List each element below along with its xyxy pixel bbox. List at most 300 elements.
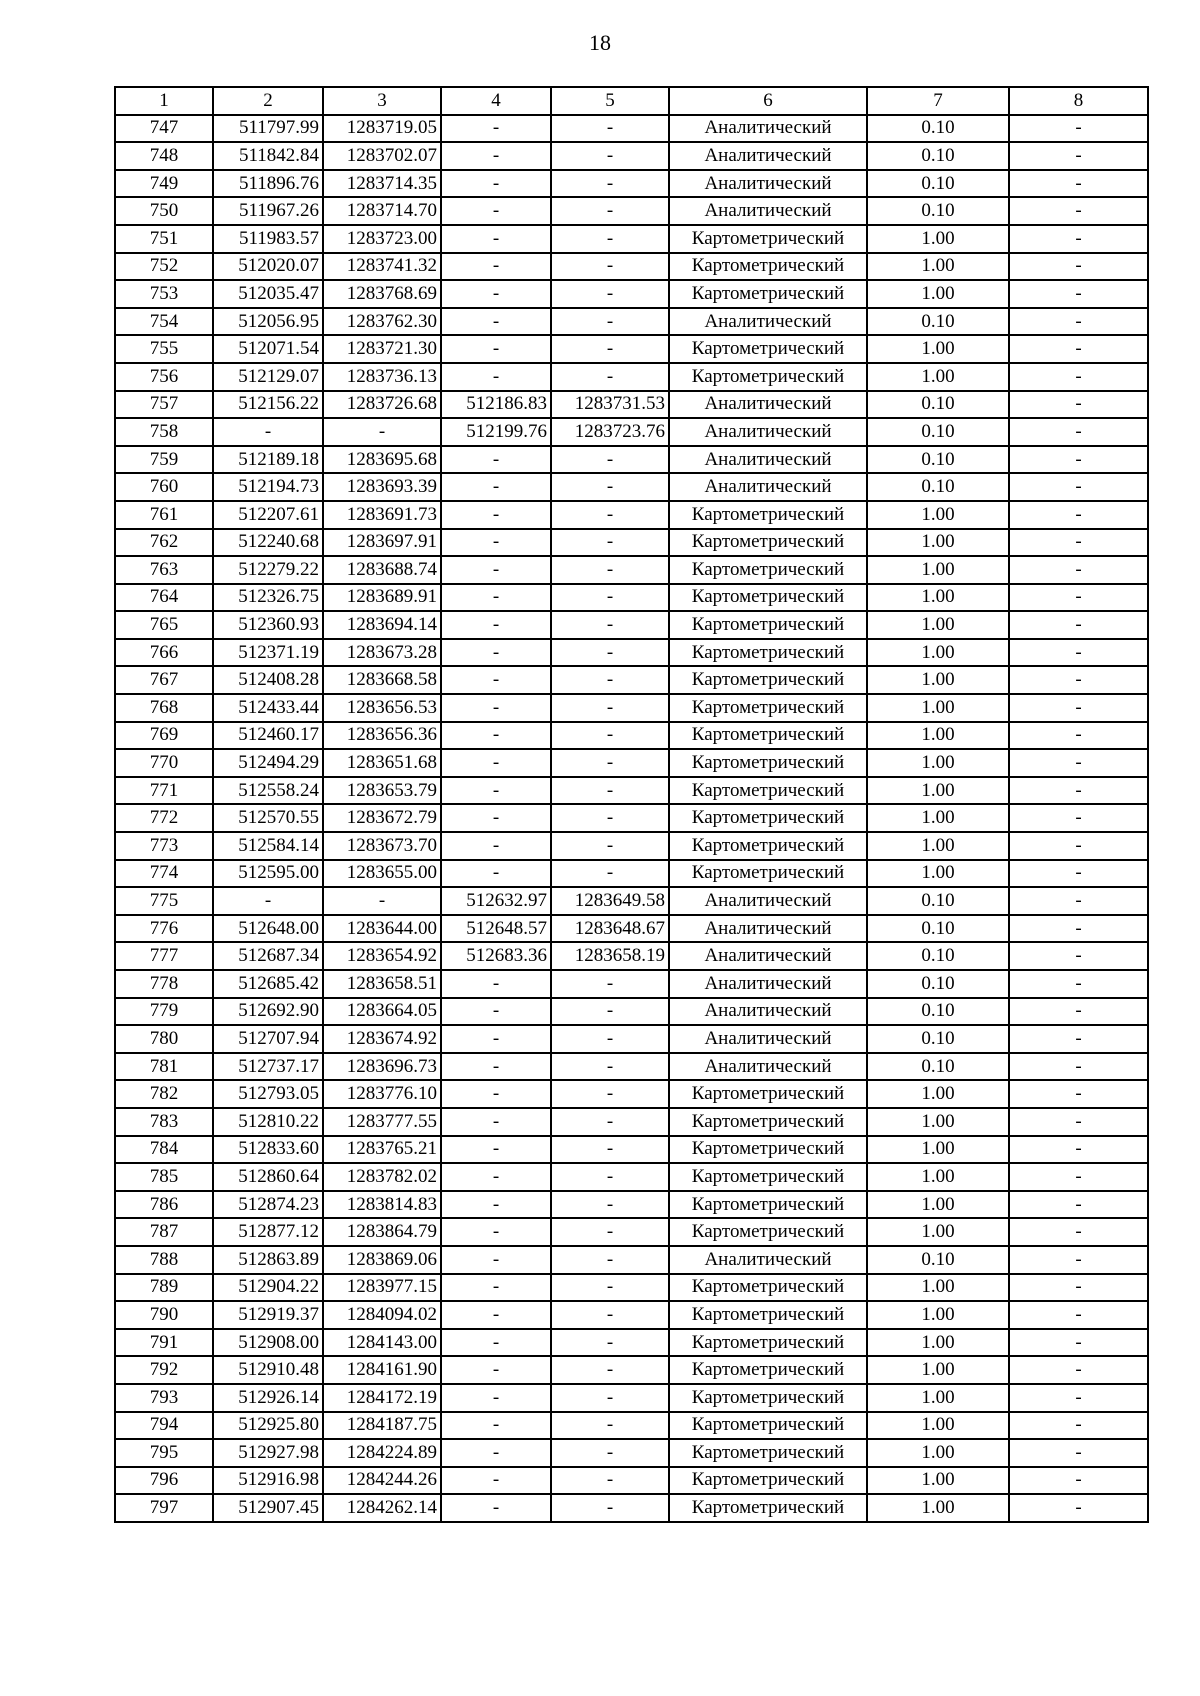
cell-col-y-new: - [551,446,669,474]
cell-col-y: 1283762.30 [323,308,441,336]
cell-col-x-new: 512648.57 [441,915,551,943]
cell-col-method: Картометрический [669,1439,867,1467]
cell-col-x: 512907.45 [213,1494,323,1522]
cell-col-x: 512433.44 [213,694,323,722]
cell-col-x-new: - [441,1025,551,1053]
cell-col-point-number: 777 [115,942,213,970]
table-row [115,942,1148,970]
cell-col-x: 512071.54 [213,335,323,363]
cell-col-note: - [1009,722,1148,750]
cell-col-accuracy: 1.00 [867,225,1009,253]
cell-col-accuracy: 1.00 [867,1080,1009,1108]
cell-col-method: Картометрический [669,1218,867,1246]
cell-col-accuracy: 0.10 [867,887,1009,915]
cell-col-x: 512833.60 [213,1136,323,1164]
cell-col-x: 512595.00 [213,860,323,888]
cell-col-note: - [1009,1191,1148,1219]
cell-col-note: - [1009,556,1148,584]
cell-col-y-new: - [551,1108,669,1136]
cell-col-x-new: - [441,556,551,584]
cell-col-y-new: - [551,1494,669,1522]
cell-col-note: - [1009,749,1148,777]
cell-col-y-new: - [551,804,669,832]
cell-col-y-new: - [551,1412,669,1440]
cell-col-x-new: 512683.36 [441,942,551,970]
cell-col-note: - [1009,887,1148,915]
cell-col-point-number: 770 [115,749,213,777]
cell-col-method: Картометрический [669,694,867,722]
cell-col-y-new: - [551,1356,669,1384]
cell-col-y: 1284161.90 [323,1356,441,1384]
cell-col-point-number: 789 [115,1274,213,1302]
cell-col-x: 512919.37 [213,1301,323,1329]
cell-col-x: 512460.17 [213,722,323,750]
cell-col-x: 512904.22 [213,1274,323,1302]
cell-col-x: 512156.22 [213,391,323,419]
cell-col-accuracy: 1.00 [867,860,1009,888]
cell-col-note: - [1009,1412,1148,1440]
table-row [115,280,1148,308]
header-col-accuracy: 7 [867,87,1009,115]
cell-col-accuracy: 1.00 [867,1356,1009,1384]
cell-col-accuracy: 1.00 [867,1136,1009,1164]
cell-col-point-number: 759 [115,446,213,474]
cell-col-y: 1283658.51 [323,970,441,998]
table-row [115,170,1148,198]
cell-col-y: 1283695.68 [323,446,441,474]
cell-col-y: 1283693.39 [323,473,441,501]
cell-col-x: 512035.47 [213,280,323,308]
cell-col-x-new: - [441,1329,551,1357]
cell-col-point-number: 750 [115,197,213,225]
cell-col-x-new: - [441,666,551,694]
table-row [115,970,1148,998]
cell-col-accuracy: 1.00 [867,363,1009,391]
cell-col-method: Аналитический [669,308,867,336]
cell-col-y: 1284187.75 [323,1412,441,1440]
cell-col-point-number: 788 [115,1246,213,1274]
cell-col-x: 512793.05 [213,1080,323,1108]
cell-col-method: Картометрический [669,1329,867,1357]
cell-col-note: - [1009,1246,1148,1274]
cell-col-note: - [1009,529,1148,557]
cell-col-method: Картометрический [669,749,867,777]
cell-col-method: Аналитический [669,115,867,143]
cell-col-y-new: - [551,1467,669,1495]
cell-col-note: - [1009,335,1148,363]
cell-col-accuracy: 1.00 [867,1108,1009,1136]
cell-col-point-number: 771 [115,777,213,805]
cell-col-y-new: - [551,694,669,722]
cell-col-x-new: - [441,501,551,529]
cell-col-note: - [1009,832,1148,860]
cell-col-y-new: - [551,1439,669,1467]
cell-col-accuracy: 1.00 [867,1191,1009,1219]
cell-col-y: - [323,418,441,446]
cell-col-x-new: - [441,170,551,198]
table-row [115,915,1148,943]
cell-col-note: - [1009,694,1148,722]
cell-col-accuracy: 1.00 [867,1301,1009,1329]
cell-col-y-new: - [551,639,669,667]
cell-col-y: 1283723.00 [323,225,441,253]
cell-col-point-number: 796 [115,1467,213,1495]
cell-col-x-new: - [441,280,551,308]
cell-col-y-new: - [551,1053,669,1081]
cell-col-y: 1283814.83 [323,1191,441,1219]
table-row [115,115,1148,143]
cell-col-point-number: 767 [115,666,213,694]
cell-col-method: Картометрический [669,501,867,529]
header-col-note: 8 [1009,87,1148,115]
cell-col-x: 512408.28 [213,666,323,694]
table-row [115,1439,1148,1467]
cell-col-method: Картометрический [669,1274,867,1302]
cell-col-method: Аналитический [669,915,867,943]
cell-col-x: 512584.14 [213,832,323,860]
cell-col-method: Картометрический [669,666,867,694]
cell-col-y-new: - [551,722,669,750]
cell-col-point-number: 779 [115,998,213,1026]
cell-col-point-number: 778 [115,970,213,998]
cell-col-note: - [1009,1467,1148,1495]
cell-col-y: 1283673.70 [323,832,441,860]
cell-col-y-new: 1283723.76 [551,418,669,446]
table-row [115,1136,1148,1164]
table-row [115,1025,1148,1053]
cell-col-x-new: - [441,1301,551,1329]
cell-col-point-number: 760 [115,473,213,501]
cell-col-x: 512926.14 [213,1384,323,1412]
table-row [115,556,1148,584]
table-row [115,1108,1148,1136]
cell-col-accuracy: 1.00 [867,722,1009,750]
cell-col-y-new: - [551,1163,669,1191]
cell-col-x: 512494.29 [213,749,323,777]
cell-col-note: - [1009,584,1148,612]
cell-col-x-new: - [441,832,551,860]
cell-col-point-number: 755 [115,335,213,363]
cell-col-x: 512194.73 [213,473,323,501]
cell-col-point-number: 795 [115,1439,213,1467]
table-row [115,777,1148,805]
cell-col-point-number: 794 [115,1412,213,1440]
table-row [115,1246,1148,1274]
table-row [115,584,1148,612]
cell-col-x-new: - [441,1467,551,1495]
cell-col-method: Картометрический [669,335,867,363]
cell-col-point-number: 792 [115,1356,213,1384]
page-number: 18 [589,30,611,55]
cell-col-method: Картометрический [669,777,867,805]
cell-col-y-new: - [551,970,669,998]
cell-col-y-new: - [551,1274,669,1302]
cell-col-y: 1283655.00 [323,860,441,888]
cell-col-method: Картометрический [669,280,867,308]
cell-col-y-new: - [551,1218,669,1246]
cell-col-x-new: - [441,1108,551,1136]
cell-col-y: 1283672.79 [323,804,441,832]
cell-col-point-number: 756 [115,363,213,391]
table-row [115,1384,1148,1412]
cell-col-note: - [1009,860,1148,888]
cell-col-y-new: - [551,666,669,694]
cell-col-x-new: - [441,777,551,805]
cell-col-accuracy: 0.10 [867,197,1009,225]
cell-col-x-new: - [441,694,551,722]
table-row [115,1163,1148,1191]
table-row [115,1467,1148,1495]
cell-col-x-new: - [441,584,551,612]
cell-col-note: - [1009,1356,1148,1384]
cell-col-y-new: - [551,1301,669,1329]
table-row [115,335,1148,363]
header-col-method: 6 [669,87,867,115]
cell-col-point-number: 752 [115,253,213,281]
table-row [115,501,1148,529]
cell-col-x-new: - [441,1163,551,1191]
cell-col-x-new: - [441,197,551,225]
cell-col-x-new: - [441,1412,551,1440]
cell-col-x-new: - [441,860,551,888]
table-row [115,363,1148,391]
cell-col-method: Аналитический [669,473,867,501]
cell-col-x: 512371.19 [213,639,323,667]
cell-col-x: 511797.99 [213,115,323,143]
cell-col-note: - [1009,225,1148,253]
cell-col-point-number: 769 [115,722,213,750]
cell-col-point-number: 762 [115,529,213,557]
cell-col-accuracy: 0.10 [867,115,1009,143]
cell-col-x: 512129.07 [213,363,323,391]
cell-col-y-new: - [551,363,669,391]
cell-col-method: Аналитический [669,998,867,1026]
cell-col-method: Аналитический [669,1025,867,1053]
cell-col-note: - [1009,942,1148,970]
cell-col-x-new: - [441,335,551,363]
cell-col-note: - [1009,639,1148,667]
cell-col-method: Картометрический [669,1301,867,1329]
cell-col-note: - [1009,1274,1148,1302]
table-row [115,1191,1148,1219]
cell-col-x-new: - [441,1218,551,1246]
cell-col-y-new: - [551,749,669,777]
cell-col-note: - [1009,998,1148,1026]
cell-col-y: 1283714.35 [323,170,441,198]
cell-col-y-new: - [551,611,669,639]
cell-col-x-new: - [441,1053,551,1081]
cell-col-note: - [1009,1384,1148,1412]
cell-col-x: 512877.12 [213,1218,323,1246]
cell-col-accuracy: 1.00 [867,1218,1009,1246]
cell-col-point-number: 747 [115,115,213,143]
cell-col-y: 1283664.05 [323,998,441,1026]
cell-col-x-new: 512632.97 [441,887,551,915]
cell-col-accuracy: 0.10 [867,142,1009,170]
cell-col-y: 1283782.02 [323,1163,441,1191]
cell-col-accuracy: 1.00 [867,804,1009,832]
cell-col-accuracy: 1.00 [867,584,1009,612]
cell-col-note: - [1009,1136,1148,1164]
cell-col-y: 1283689.91 [323,584,441,612]
cell-col-x: 512874.23 [213,1191,323,1219]
cell-col-point-number: 765 [115,611,213,639]
cell-col-accuracy: 0.10 [867,970,1009,998]
cell-col-accuracy: 1.00 [867,1163,1009,1191]
cell-col-x-new: - [441,998,551,1026]
cell-col-y-new: - [551,170,669,198]
cell-col-y: 1283776.10 [323,1080,441,1108]
cell-col-point-number: 775 [115,887,213,915]
cell-col-x-new: 512186.83 [441,391,551,419]
cell-col-accuracy: 1.00 [867,1467,1009,1495]
cell-col-note: - [1009,501,1148,529]
cell-col-y-new: - [551,998,669,1026]
cell-col-accuracy: 1.00 [867,501,1009,529]
cell-col-note: - [1009,391,1148,419]
cell-col-method: Картометрический [669,1467,867,1495]
cell-col-point-number: 758 [115,418,213,446]
cell-col-x-new: - [441,529,551,557]
cell-col-x-new: - [441,142,551,170]
cell-col-x-new: - [441,225,551,253]
cell-col-point-number: 772 [115,804,213,832]
cell-col-accuracy: 1.00 [867,253,1009,281]
cell-col-y: 1284262.14 [323,1494,441,1522]
cell-col-accuracy: 1.00 [867,832,1009,860]
cell-col-accuracy: 0.10 [867,473,1009,501]
cell-col-y: 1284244.26 [323,1467,441,1495]
cell-col-point-number: 791 [115,1329,213,1357]
cell-col-x: 512737.17 [213,1053,323,1081]
cell-col-point-number: 797 [115,1494,213,1522]
cell-col-x: 512570.55 [213,804,323,832]
cell-col-y-new: - [551,1384,669,1412]
cell-col-accuracy: 1.00 [867,280,1009,308]
cell-col-x-new: - [441,446,551,474]
cell-col-point-number: 754 [115,308,213,336]
cell-col-method: Картометрический [669,1494,867,1522]
cell-col-method: Аналитический [669,391,867,419]
cell-col-x: 512908.00 [213,1329,323,1357]
cell-col-point-number: 757 [115,391,213,419]
cell-col-accuracy: 1.00 [867,1439,1009,1467]
table-row [115,1494,1148,1522]
cell-col-accuracy: 0.10 [867,308,1009,336]
cell-col-y-new: - [551,335,669,363]
cell-col-y: 1283777.55 [323,1108,441,1136]
cell-col-y: 1284094.02 [323,1301,441,1329]
cell-col-y: 1283694.14 [323,611,441,639]
cell-col-y-new: 1283648.67 [551,915,669,943]
cell-col-point-number: 753 [115,280,213,308]
cell-col-note: - [1009,253,1148,281]
cell-col-y: 1283674.92 [323,1025,441,1053]
cell-col-note: - [1009,804,1148,832]
cell-col-x: 512207.61 [213,501,323,529]
cell-col-x-new: - [441,1080,551,1108]
table-row [115,1274,1148,1302]
cell-col-y-new: - [551,473,669,501]
table-row [115,225,1148,253]
cell-col-method: Картометрический [669,1108,867,1136]
cell-col-note: - [1009,1329,1148,1357]
cell-col-x-new: - [441,363,551,391]
cell-col-note: - [1009,197,1148,225]
cell-col-x: 512279.22 [213,556,323,584]
cell-col-note: - [1009,170,1148,198]
cell-col-x: 512692.90 [213,998,323,1026]
cell-col-y-new: - [551,584,669,612]
cell-col-x: 512020.07 [213,253,323,281]
coordinates-table [114,86,1149,1523]
cell-col-x: 512240.68 [213,529,323,557]
table-row [115,804,1148,832]
cell-col-method: Аналитический [669,1246,867,1274]
cell-col-y: 1283721.30 [323,335,441,363]
cell-col-x: 512326.75 [213,584,323,612]
table-row [115,391,1148,419]
cell-col-method: Картометрический [669,1136,867,1164]
cell-col-x-new: - [441,749,551,777]
cell-col-accuracy: 0.10 [867,1246,1009,1274]
header-col-x: 2 [213,87,323,115]
table-row [115,1218,1148,1246]
cell-col-y: 1283653.79 [323,777,441,805]
cell-col-y-new: - [551,253,669,281]
header-col-point-number: 1 [115,87,213,115]
cell-col-y: 1283651.68 [323,749,441,777]
cell-col-y-new: - [551,1329,669,1357]
table-row [115,1301,1148,1329]
cell-col-method: Картометрический [669,584,867,612]
cell-col-note: - [1009,666,1148,694]
cell-col-point-number: 761 [115,501,213,529]
cell-col-y-new: - [551,1136,669,1164]
cell-col-accuracy: 0.10 [867,998,1009,1026]
cell-col-accuracy: 1.00 [867,1329,1009,1357]
cell-col-x: 512056.95 [213,308,323,336]
cell-col-y: 1283736.13 [323,363,441,391]
cell-col-method: Картометрический [669,804,867,832]
cell-col-point-number: 783 [115,1108,213,1136]
table-row [115,666,1148,694]
cell-col-point-number: 749 [115,170,213,198]
cell-col-note: - [1009,1025,1148,1053]
cell-col-y-new: - [551,556,669,584]
cell-col-y-new: - [551,777,669,805]
cell-col-point-number: 748 [115,142,213,170]
cell-col-point-number: 763 [115,556,213,584]
cell-col-y-new: - [551,308,669,336]
cell-col-y-new: - [551,1080,669,1108]
table-row [115,1053,1148,1081]
cell-col-method: Аналитический [669,887,867,915]
cell-col-y-new: - [551,115,669,143]
cell-col-x: 512360.93 [213,611,323,639]
cell-col-method: Аналитический [669,446,867,474]
cell-col-note: - [1009,1439,1148,1467]
cell-col-x-new: - [441,970,551,998]
cell-col-note: - [1009,280,1148,308]
cell-col-y: 1284143.00 [323,1329,441,1357]
table-row [115,1412,1148,1440]
table-row [115,832,1148,860]
cell-col-point-number: 793 [115,1384,213,1412]
cell-col-y-new: - [551,280,669,308]
cell-col-accuracy: 1.00 [867,694,1009,722]
table-row [115,749,1148,777]
